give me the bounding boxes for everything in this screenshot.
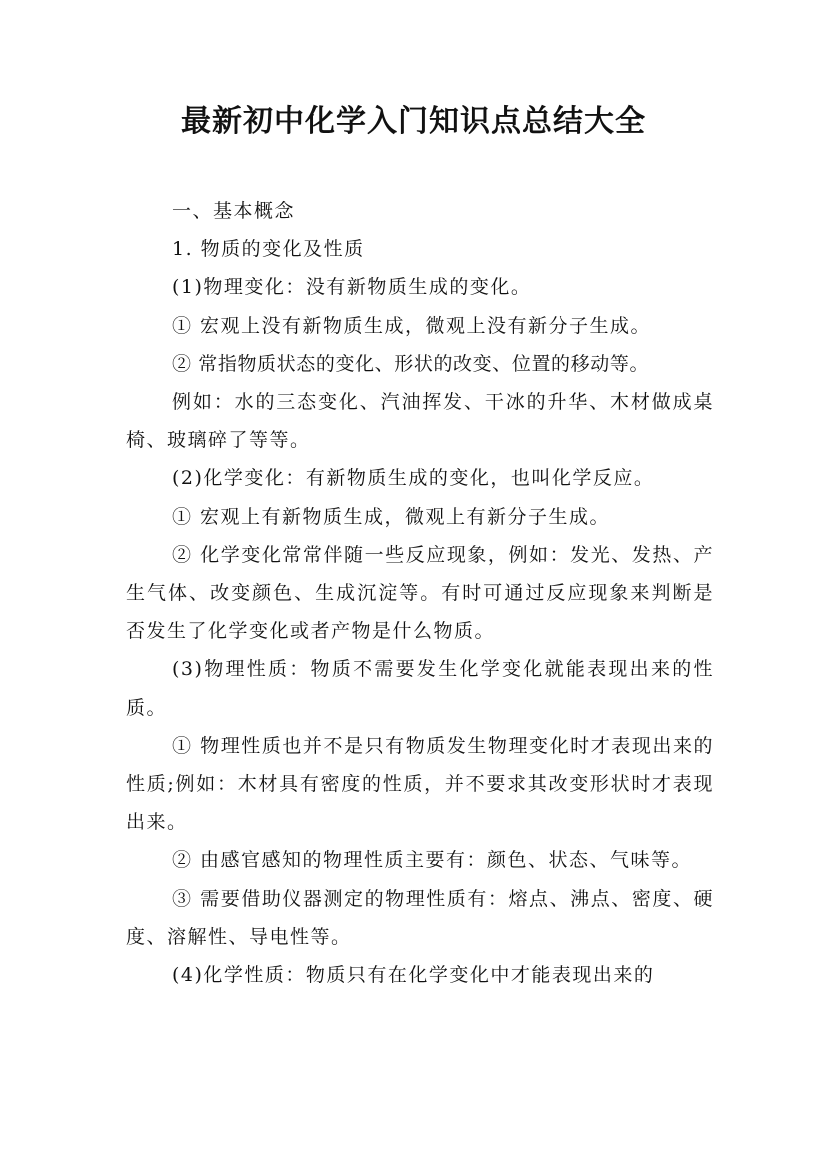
paragraph: ② 常指物质状态的变化、形状的改变、位置的移动等。 [172,352,650,375]
document-body [126,192,714,994]
document-title: 最新初中化学入门知识点总结大全 [181,104,646,139]
paragraph: (2)化学变化：有新物质生成的变化，也叫化学反应。 [172,467,655,490]
paragraph: (3)物理性质：物质不需要发生化学变化就能表现出来的性质。 [126,658,714,719]
section-heading: 一、基本概念 [172,200,296,222]
paragraph: ① 物理性质也并不是只有物质发生物理变化时才表现出来的性质;例如：木材具有密度的性质，并不要求其改变形状时才表现出来。 [126,734,714,834]
paragraph: ③ 需要借助仪器测定的物理性质有：熔点、沸点、密度、硬度、溶解性、导电性等。 [126,887,714,948]
paragraph: (4)化学性质：物质只有在化学变化中才能表现出来的 [172,964,655,987]
paragraph: ② 化学变化常常伴随一些反应现象，例如：发光、发热、产生气体、改变颜色、生成沉淀等。有时可通过反应现象来判断是否发生了化学变化或者产物是什么物质。 [126,543,714,643]
paragraph: ② 由感官感知的物理性质主要有：颜色、状态、气味等。 [172,849,693,872]
paragraph: (1)物理变化：没有新物质生成的变化。 [172,276,532,299]
paragraph: ① 宏观上有新物质生成，微观上有新分子生成。 [172,505,611,528]
paragraph: ① 宏观上没有新物质生成，微观上没有新分子生成。 [172,314,652,337]
paragraph: 例如：水的三态变化、汽油挥发、干冰的升华、木材做成桌椅、玻璃碎了等等。 [126,391,714,452]
subsection-heading: 1. 物质的变化及性质 [172,238,365,261]
